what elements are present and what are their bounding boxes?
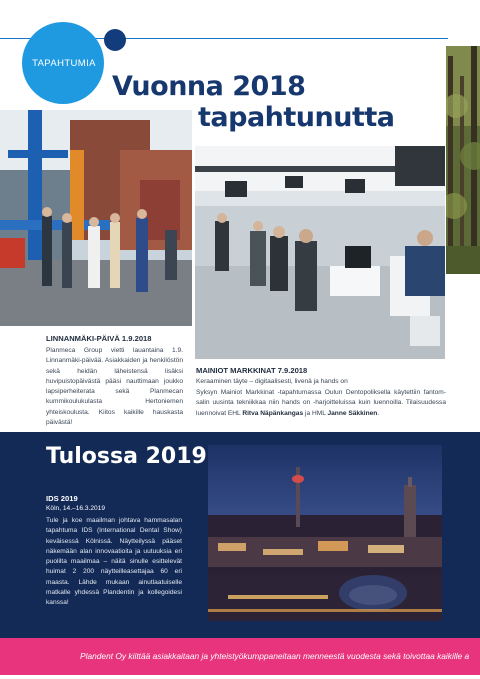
page-bottom-margin xyxy=(0,675,480,679)
decorative-dot xyxy=(104,29,126,51)
upcoming-event-body: Tule ja koe maailman johtava hammasalan tapahtuma IDS (International Dental Show) keväisessä Kölnissä. Näytteilyssä pääset näkemään alan innovaatioita ja uutuuksia eri puolilta maailmaa – näitä sinulle esittelevät huimat 2 200 näytteilleasettajaa 60 eri maasta. Lähde mukaan ainutlaatuiselle matkalle yhdessä Plandentin ja kollegoidesi kanssa! xyxy=(46,517,182,607)
section-tag: TAPAHTUMIA xyxy=(32,58,96,69)
speaker-2: Janne Säkkinen xyxy=(327,409,378,417)
cologne-skyline-photo xyxy=(208,445,442,621)
amusement-park-photo xyxy=(0,110,192,326)
upcoming-event-name: IDS 2019 xyxy=(46,494,78,503)
event1-heading: LINNANMÄKI-PÄIVÄ 1.9.2018 xyxy=(46,334,152,343)
upcoming-title: Tulossa 2019 xyxy=(46,444,207,469)
forest-photo xyxy=(446,46,480,274)
event1-body: Planmeca Group vietti lauantaina 1.9. Linnanmäki-päivää. Asiakkaiden ja henkilöstön sekä heidän läheistensä lisäksi huvipuistopäivästä pääsi nauttimaan joukko lapsiperheiterata sekä Planmecan kummikoulukulasta Hertoniemen yhteiskoulusta. Kiitos kaikille hauskasta päivästä! xyxy=(46,347,183,427)
speaker-1: Ritva Näpänkangas xyxy=(242,409,304,417)
dental-training-room-photo xyxy=(195,146,445,359)
event2-heading: MAINIOT MARKKINAT 7.9.2018 xyxy=(196,366,308,375)
page-title-line2: tapahtunutta xyxy=(198,102,395,133)
page-title-line1: Vuonna 2018 xyxy=(112,71,306,102)
event2-body: Syksyn Mainiot Markkinat -tapahtumassa Oulun Dentopoliksella käytettiin fantom-salin uusinta tekniikkaa niin hands on -harjoitteluissa kuin luennoilla. Tilaisuudessa luennoivat EHL Ritva Näpänkangas ja HML Janne Säkkinen. xyxy=(196,389,446,417)
footer-text: Plandent Oy kiittää asiakkaitaan ja yhteistyökumppaneitaan menneestä vuodesta sekä toivottaa kaikille a xyxy=(80,651,470,661)
event2-subheading: Keraaminen täyte – digitaalisesti, livenä ja hands on xyxy=(196,378,348,385)
upcoming-event-date: Köln, 14.–16.3.2019 xyxy=(46,505,106,512)
